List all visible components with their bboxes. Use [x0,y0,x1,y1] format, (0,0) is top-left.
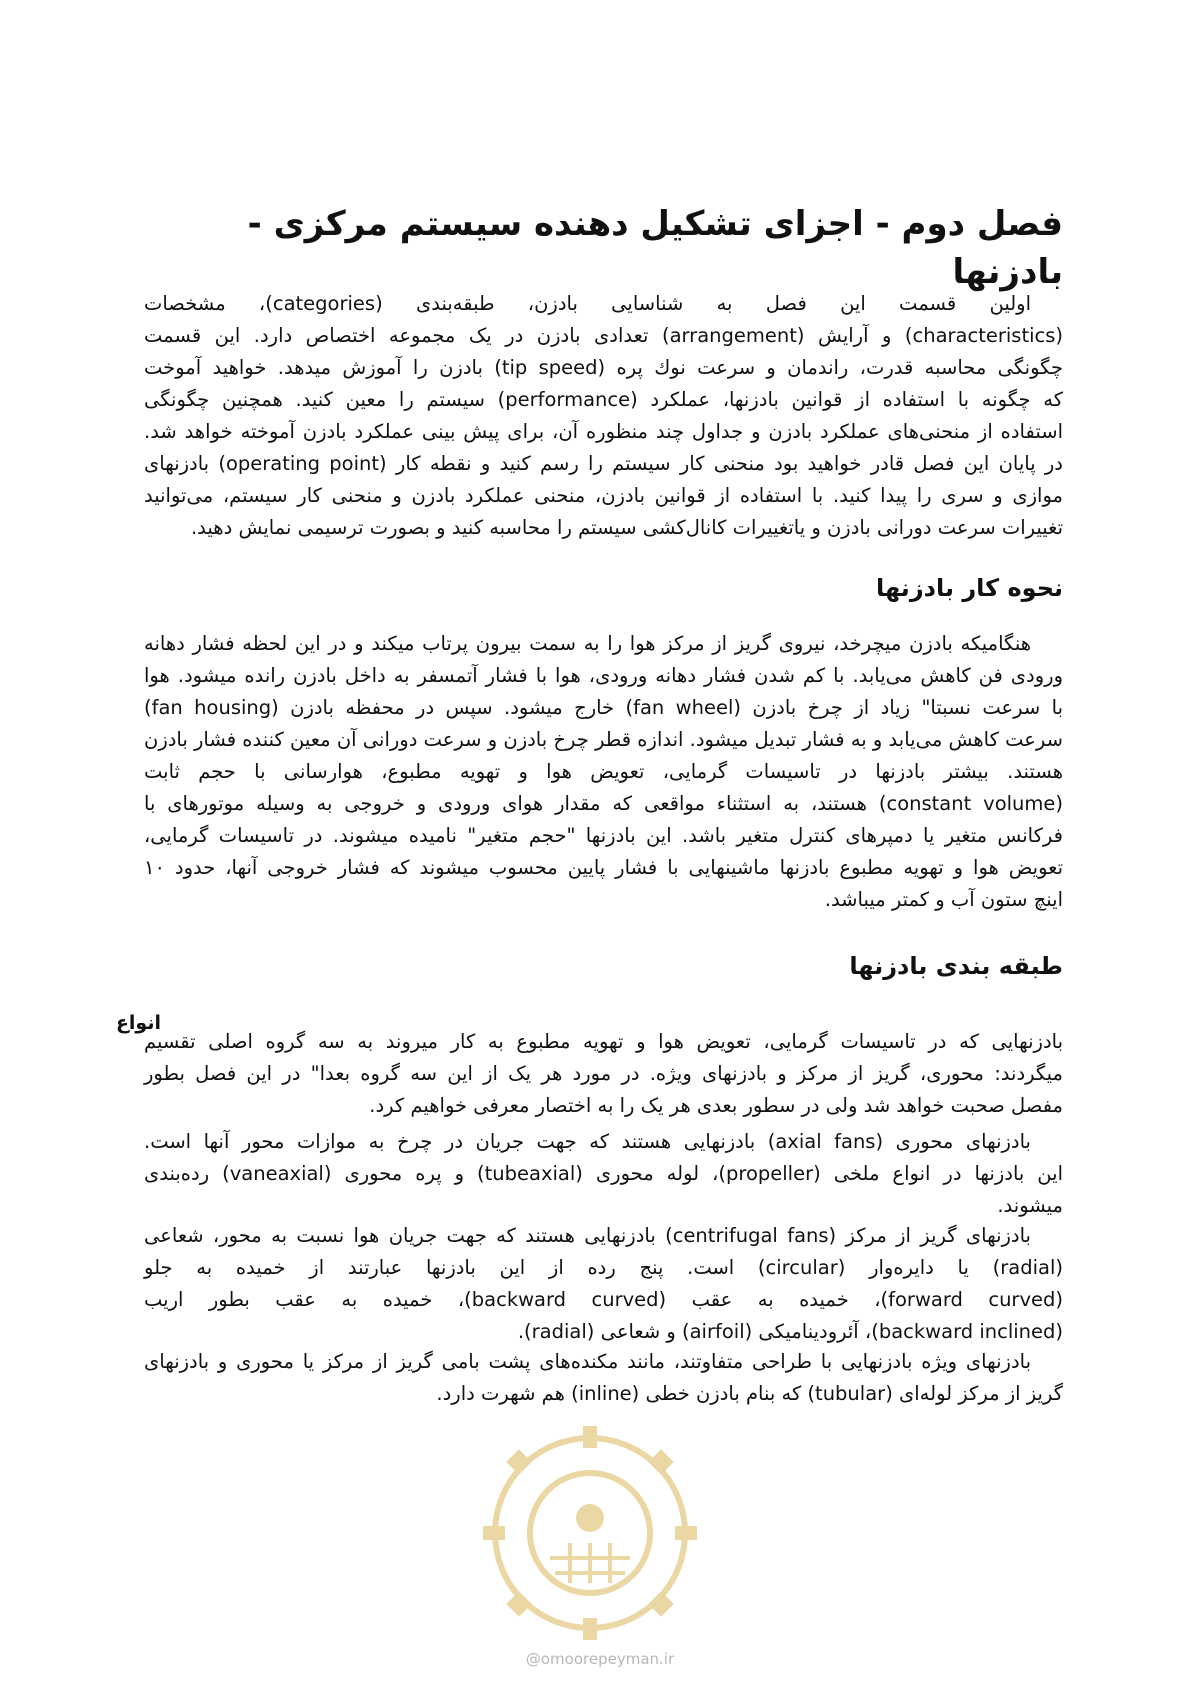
section-heading-how-fans-work: نحوه کار بادزنها [875,574,1063,602]
text-line: تغییرات سرعت دورانی بادزن و یاتغییرات کانال‌کشی سیستم را محاسبه کنید و بصورت ترسیمی نمایش دهید. [190,516,1063,539]
text-line: که چگونه با استفاده از قوانین بادزنها، عملکرد (performance) سیستم را معین کنید. همچنین چگونگی [144,388,1063,411]
types-paragraph-intro [144,1026,1063,1122]
text-line: (backward inclined)، آئرودینامیکی (airfoil) و شعاعی (radial). [517,1320,1063,1343]
text-line: بادزنهای گریز از مرکز (centrifugal fans) بادزنهایی هستند که جهت جریان هوا نسبت به محور، شعاعی [144,1224,1031,1247]
text-line: بادزنهای ویژه بادزنهایی با طراحی متفاوتند، مانند مکنده‌های پشت بامی گریز از مرکز یا محوری و بادزنهای [144,1350,1031,1373]
text-line: سرعت کاهش می‌یابد و به فشار تبدیل میشود. اندازه قطر چرخ بادزن و سرعت دورانی آن معین کننده فشار بادزن [144,728,1063,751]
text-line: این بادزنها در انواع ملخی (propeller)، لوله محوری (tubeaxial) و پره محوری (vaneaxial) رده‌بندی [144,1162,1063,1185]
text-line: (characteristics) و آرایش (arrangement) تعدادی بادزن در یک مجموعه اختصاص دارد. این قسمت [144,324,1063,347]
watermark-seal-icon [475,1418,705,1648]
watermark-site-text: @omoorepeyman.ir [525,1650,675,1668]
text-line: میگردند: محوری، گریز از مرکز و بادزنهای ویژه. در مورد هر یک از این سه گروه بعدا" در این فصل بطور [144,1062,1063,1085]
text-line: گریز از مرکز لوله‌ای (tubular) که بنام بادزن خطی (inline) هم شهرت دارد. [436,1382,1063,1405]
text-line: (radial) یا دایره‌وار (circular) است. پنج رده از این بادزنها عبارتند از خمیده به جلو [144,1256,1063,1279]
text-line: استفاده از منحنی‌های عملکرد بادزن و جداول چند منظوره آن، برای پیش بینی عملکرد بادزن آموخته خواهد شد. [144,420,1063,443]
text-line: موازی و سری را پیدا کنید. با استفاده از قوانین بادزن، منحنی عملکرد بادزن و منحنی کار سیستم، می‌توانید [144,484,1063,507]
text-line: (constant volume) هستند، به استثناء مواقعی که مقدار هوای ورودی و خروجی به وسیله موتورهای با [144,792,1063,815]
chapter-title: فصل دوم - اجزای تشکیل دهنده سیستم مرکزی - بادزنها [247,204,1063,292]
text-line: میشوند. [997,1194,1063,1217]
text-line: چگونگی محاسبه قدرت، راندمان و سرعت نوك پره (tip speed) بادزن را آموزش میدهد. خواهید آموخت [144,356,1063,379]
text-line: (forward curved)، خمیده به عقب (backward curved)، خمیده به عقب بطور اریب [144,1288,1063,1311]
how-fans-work-paragraph [144,628,1063,916]
section-heading-fan-classification: طبقه بندی بادزنها [849,952,1063,980]
text-line: تعویض هوا و تهویه مطبوع بادزنها ماشینهایی با فشار پایین محسوب میشوند که فشار خروجی آنها، حدود ۱۰ [144,856,1063,879]
text-line: هنگامیکه بادزن میچرخد، نیروی گریز از مرکز هوا را به سمت بیرون پرتاب میکند و در این لحظه فشار دهانه [144,632,1031,655]
text-line: اینچ ستون آب و کمتر میباشد. [824,888,1063,911]
types-paragraph-axial [144,1126,1063,1222]
text-line: اولین قسمت این فصل به شناسایی بادزن، طبقه‌بندی (categories)، مشخصات [144,292,1031,315]
text-line: با سرعت نسبتا" زیاد از چرخ بادزن (fan wheel) خارج میشود. سپس در محفظه بادزن (fan housing) [144,696,1064,719]
intro-paragraph [144,288,1063,544]
text-line: ورودی فن کاهش می‌یابد. با کم شدن فشار دهانه ورودی، هوا با فشار آتمسفر به داخل بادزن رانده میشود. هوا [144,664,1063,687]
text-line: فرکانس متغیر یا دمپرهای کنترل متغیر باشد. این بادزنها "حجم متغیر" نامیده میشوند. در تاسیسات گرمایی، [144,824,1063,847]
types-paragraph-special [144,1346,1063,1410]
text-line: بادزنهایی که در تاسیسات گرمایی، تعویض هوا و تهویه مطبوع به کار میروند به سه گروه اصلی تقسیم [144,1030,1063,1053]
subheading-types: انواع [115,1012,161,1034]
text-line: هستند. بیشتر بادزنها در تاسیسات گرمایی، تعویض هوا و تهویه مطبوع، هوارسانی با حجم ثابت [144,760,1063,783]
types-paragraph-centrifugal [144,1220,1063,1348]
text-line: بادزنهای محوری (axial fans) بادزنهایی هستند که جهت جریان در چرخ به موازات محور آنها است. [144,1130,1031,1153]
text-line: در پایان این فصل قادر خواهید بود منحنی کار سیستم را رسم کنید و نقطه کار (operating point) بادزنهای [144,452,1063,475]
text-line: مفصل صحبت خواهد شد ولی در سطور بعدی هر یک را به اختصار معرفی خواهیم کرد. [369,1094,1063,1117]
